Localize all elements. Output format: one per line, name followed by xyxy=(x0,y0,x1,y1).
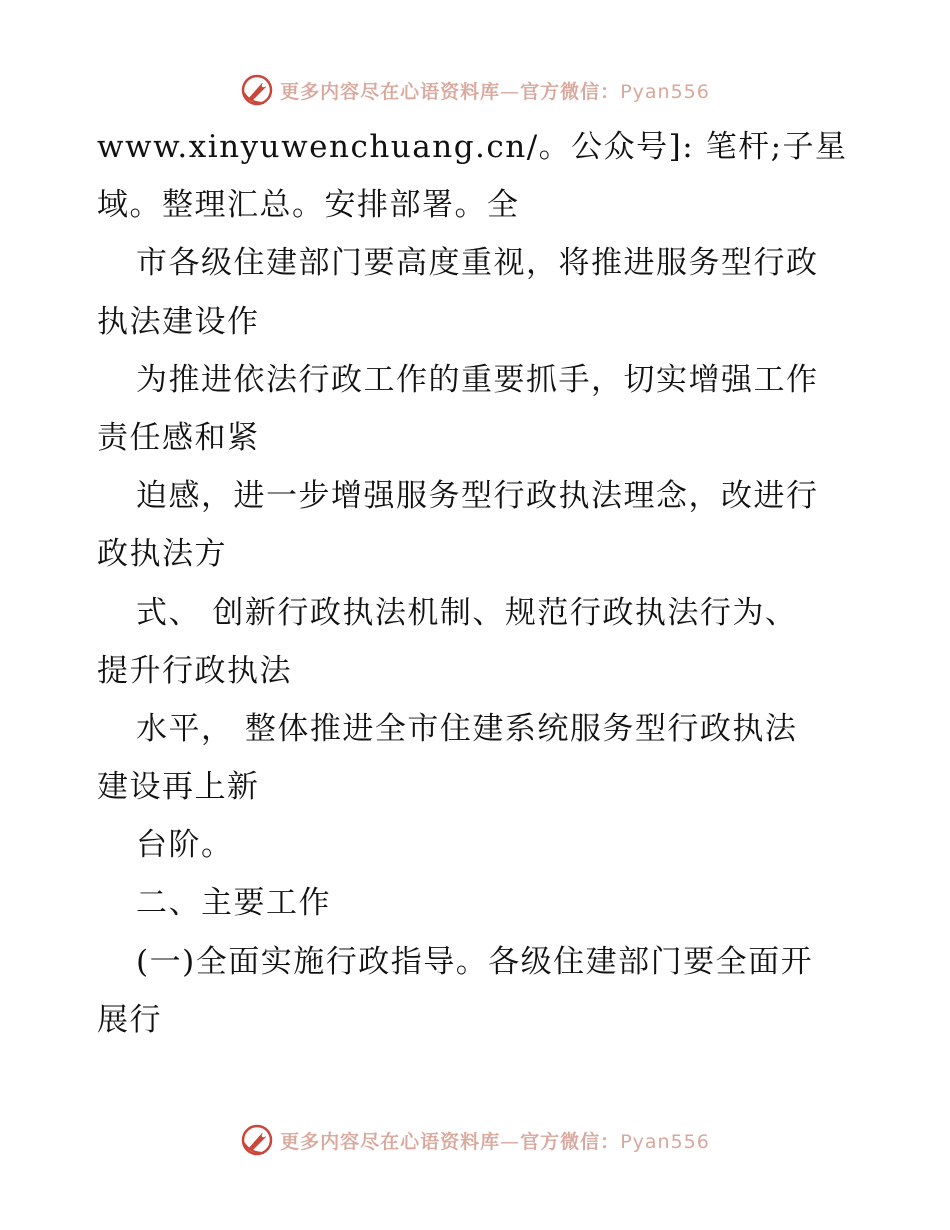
pen-nib-logo-icon xyxy=(240,1123,274,1157)
watermark-suffix: 官方微信： xyxy=(520,80,621,103)
text-line: 水平， 整体推进全市住建系统服务型行政执法 xyxy=(136,710,798,747)
text-line: 二、主要工作 xyxy=(136,885,331,922)
text-line: 展行 xyxy=(97,1001,162,1038)
text-line: 建设再上新 xyxy=(97,769,260,806)
watermark-dash: — xyxy=(500,1130,521,1153)
text-line: 为推进依法行政工作的重要抓手，切实增强工作 xyxy=(136,361,819,398)
text-line: 政执法方 xyxy=(97,536,227,573)
watermark-handle: Pyan556 xyxy=(620,1130,710,1153)
watermark-dash: — xyxy=(500,80,521,103)
pen-nib-logo-icon xyxy=(240,73,274,107)
text-line: 迫感，进一步增强服务型行政执法理念，改进行 xyxy=(136,478,819,515)
text-line: (一)全面实施行政指导。各级住建部门要全面开 xyxy=(136,943,814,980)
watermark-handle: Pyan556 xyxy=(620,80,710,103)
header-watermark xyxy=(0,70,950,110)
watermark-main: 更多内容尽在心语资料库 xyxy=(280,80,501,103)
text-line: 市各级住建部门要高度重视，将推进服务型行政 xyxy=(136,245,819,282)
text-line: www.xinyuwenchuang.cn/。公众号]: 笔杆;子星 xyxy=(97,129,848,165)
watermark-text xyxy=(280,1127,710,1154)
footer-watermark xyxy=(0,1120,950,1160)
watermark-main: 更多内容尽在心语资料库 xyxy=(280,1130,501,1153)
text-line: 执法建设作 xyxy=(97,303,260,340)
text-line: 台阶。 xyxy=(136,827,234,864)
text-line: 提升行政执法 xyxy=(97,652,292,689)
text-line: 域。整理汇总。安排部署。全 xyxy=(97,187,520,224)
watermark-text xyxy=(280,77,710,104)
text-line: 责任感和紧 xyxy=(97,419,260,456)
text-line: 式、 创新行政执法机制、规范行政执法行为、 xyxy=(136,594,798,631)
document-body xyxy=(97,118,867,1049)
watermark-suffix: 官方微信： xyxy=(520,1130,621,1153)
